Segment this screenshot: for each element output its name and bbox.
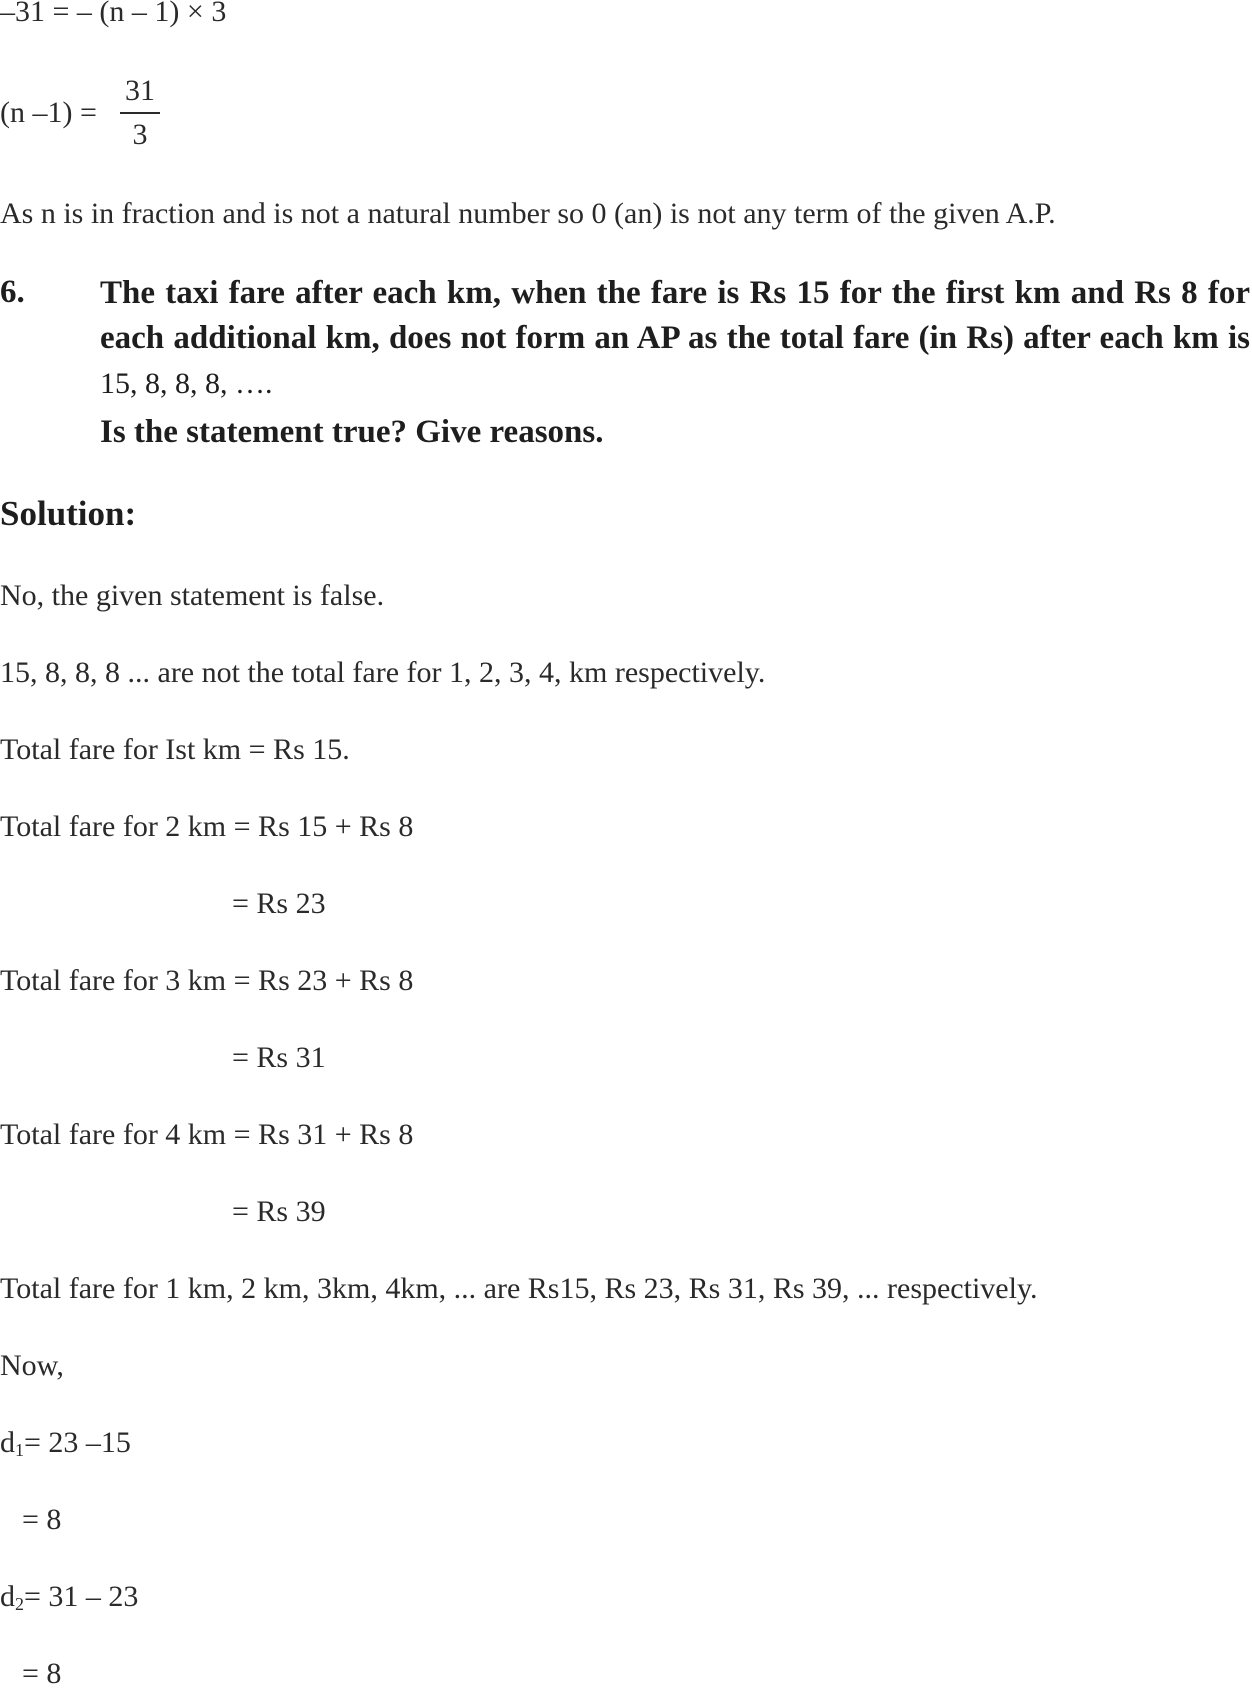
d1-symbol: d — [0, 1426, 15, 1459]
conclusion-text: As n is in fraction and is not a natural number so 0 (an) is not any term of the given A.P. — [0, 197, 1056, 230]
fare-line-4: Total fare for 4 km = Rs 31 + Rs 8 — [0, 1118, 414, 1151]
solution-heading: Solution: — [0, 494, 137, 533]
d1-expr: = 23 –15 — [24, 1426, 131, 1459]
d2-expr: = 31 – 23 — [24, 1580, 139, 1613]
now-label: Now, — [0, 1349, 64, 1382]
solution-answer: No, the given statement is false. — [0, 579, 385, 612]
fraction — [120, 72, 160, 154]
d2-subscript: 2 — [15, 1594, 24, 1614]
fare-result-4: = Rs 39 — [232, 1195, 326, 1228]
solution-note: 15, 8, 8, 8 ... are not the total fare for 1, 2, 3, 4, km respectively. — [0, 656, 766, 689]
fare-line-2: Total fare for 2 km = Rs 15 + Rs 8 — [0, 810, 414, 843]
fare-result-3: = Rs 31 — [232, 1041, 326, 1074]
d2-expression — [0, 1579, 138, 1615]
fraction-numerator: 31 — [125, 74, 155, 107]
fare-result-2: = Rs 23 — [232, 887, 326, 920]
d2-result: = 8 — [22, 1657, 62, 1690]
d1-subscript: 1 — [15, 1440, 24, 1460]
fraction-denominator: 3 — [132, 118, 148, 151]
equation-line-2-lhs: (n –1) = — [0, 96, 97, 129]
d1-result: = 8 — [22, 1503, 62, 1536]
question-ask: Is the statement true? Give reasons. — [100, 414, 604, 450]
question-block — [100, 271, 1250, 455]
fare-line-1: Total fare for Ist km = Rs 15. — [0, 733, 350, 766]
d2-symbol: d — [0, 1580, 15, 1613]
fraction-bar — [120, 112, 160, 114]
question-statement — [100, 271, 1250, 406]
question-sequence: 15, 8, 8, 8, …. — [100, 367, 273, 400]
question-text: The taxi fare after each km, when the fare is Rs 15 for the first km and Rs 8 for each additional km, does not form an AP as the total fare (in Rs) after each km is — [100, 275, 1250, 356]
question-number: 6. — [0, 274, 25, 310]
equation-line-1: –31 = – (n – 1) × 3 — [0, 0, 227, 28]
fare-summary: Total fare for 1 km, 2 km, 3km, 4km, ... are Rs15, Rs 23, Rs 31, Rs 39, ... respectively. — [0, 1272, 1038, 1305]
d1-expression — [0, 1425, 131, 1461]
fare-line-3: Total fare for 3 km = Rs 23 + Rs 8 — [0, 964, 414, 997]
